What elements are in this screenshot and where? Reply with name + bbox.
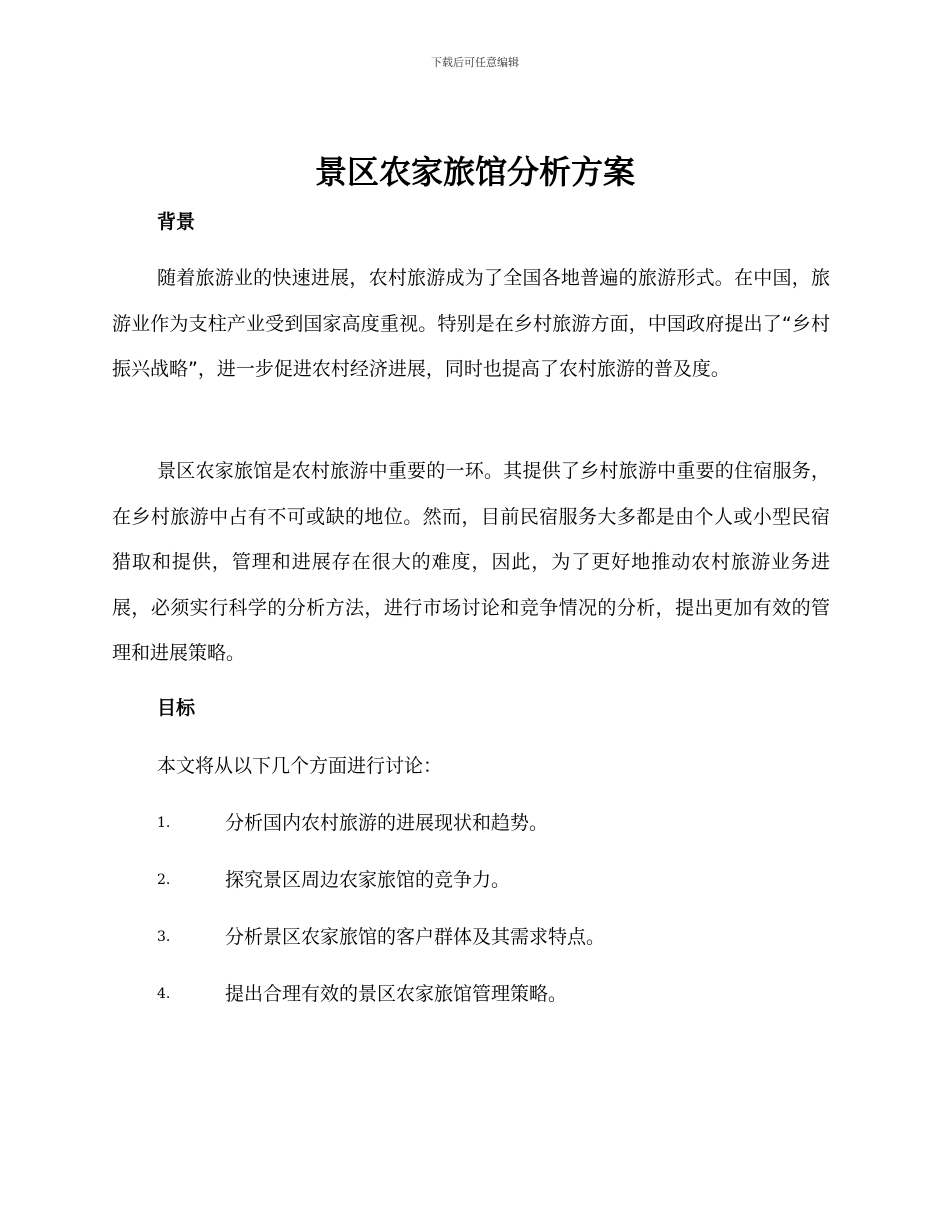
document-title: 景区农家旅馆分析方案 (314, 153, 635, 191)
goal-number: 4. (157, 986, 171, 1002)
goal-text: 探究景区周边农家旅馆的竞争力。 (225, 869, 511, 891)
section-heading-background: 背景 (157, 211, 196, 233)
section-heading-goals: 目标 (157, 697, 196, 719)
goal-text: 提出合理有效的景区农家旅馆管理策略。 (225, 983, 568, 1005)
goal-number: 1. (157, 815, 171, 831)
background-paragraph-1: 随着旅游业的快速进展，农村旅游成为了全国各地普遍的旅游形式。在中国，旅游业作为支柱产业受到国家高度重视。特别是在乡村旅游方面，中国政府提出了“乡村振兴战略”，进一步促进农村经济进展，同时也提高了农村旅游的普及度。 (112, 267, 830, 380)
goal-text: 分析国内农村旅游的进展现状和趋势。 (225, 812, 549, 834)
goal-text: 分析景区农家旅馆的客户群体及其需求特点。 (225, 926, 606, 948)
goal-item (0, 809, 900, 837)
goal-item (0, 980, 900, 1008)
goal-item (0, 923, 900, 951)
goal-item (0, 866, 900, 894)
background-paragraph-2: 景区农家旅馆是农村旅游中重要的一环。其提供了乡村旅游中重要的住宿服务，在乡村旅游中占有不可或缺的地位。然而，目前民宿服务大多都是由个人或小型民宿猎取和提供，管理和进展存在很大的难度，因此，为了更好地推动农村旅游业务进展，必须实行科学的分析方法，进行市场讨论和竞争情况的分析，提出更加有效的管理和进展策略。 (112, 460, 830, 664)
goal-number: 3. (157, 929, 171, 945)
header-note: 下载后可任意编辑 (431, 56, 519, 69)
goal-number: 2. (157, 872, 171, 888)
goals-intro: 本文将从以下几个方面进行讨论： (157, 755, 443, 777)
